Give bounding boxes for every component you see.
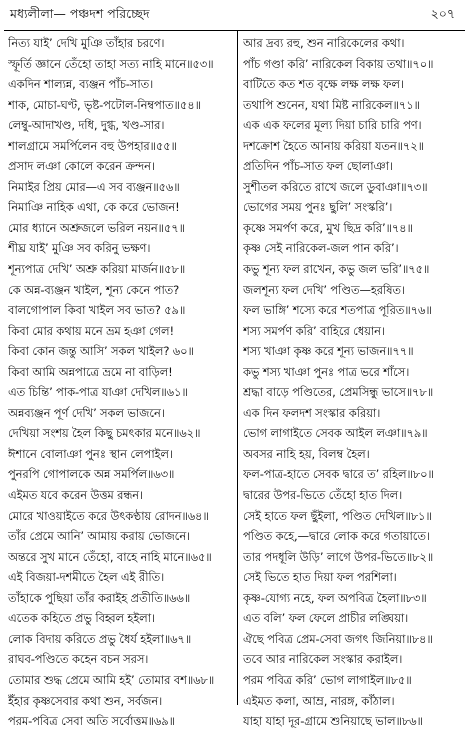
header-rule — [4, 30, 465, 31]
verse-line: এইমত কলা, আম্র, নারঙ্গ, কাঁঠাল। — [243, 693, 395, 708]
verse-line: শ্রদ্ধা বাড়ে পণ্ডিতের, প্রেমসিন্ধু ভাসে॥৭৮॥ — [243, 385, 434, 400]
verse-line: এত বলি’ ফল ফেলে প্রাচীর লঙ্ঘিয়া। — [243, 611, 409, 626]
verse-line: তথাপি শুনেন, যথা মিষ্ট নারিকেল॥৭১॥ — [243, 97, 420, 112]
verse-line: কভু শস্য খাঞা পুনঃ পাত্র ভরে শাঁসে। — [243, 364, 410, 379]
verse-line: শূন্যপাত্র দেখি’ অশ্রু করিয়া মার্জন॥৫৮॥ — [8, 262, 186, 277]
verse-line: আর দ্রব্য রহু, শুন নারিকেলের কথা। — [243, 36, 405, 50]
verse-line: সেই ভিতে হাত দিয়া ফল পরশিলা। — [243, 570, 397, 585]
verse-line: তার পদধূলি উড়ি’ লাগে উপর-ভিতে॥৮২॥ — [243, 549, 434, 564]
verse-line: কিবা কোন জন্তু আসি’ সকল খাইল? ৬০॥ — [8, 344, 194, 359]
verse-line: শস্য সমর্পণ করি’ বাহিরে ধেয়ান। — [243, 323, 385, 338]
left-column — [8, 33, 232, 732]
verse-line: শীঘ্র যাই’ মুঞি সব করিনু ভক্ষণ। — [8, 241, 151, 256]
verse-line: পরম-পবিত্র সেবা অতি সর্বোত্তম॥৬৯॥ — [8, 714, 175, 729]
verse-line: কে অন্ন-ব্যঞ্জন খাইল, শূন্য কেনে পাত? — [8, 282, 180, 297]
verse-line: স্ফূর্তি জ্ঞানে তেঁহো তাহা সত্য নাহি মানে॥৫৩॥ — [8, 56, 214, 71]
verse-line: কিবা মোর কথায় মনে ভ্রম হঞা গেল! — [8, 323, 174, 338]
verse-line: অবসর নাহি হয়, বিলম্ব হৈল। — [243, 446, 370, 461]
verse-line: একদিন শাল্যন্ন, ব্যঞ্জন পাঁচ-সাত। — [8, 77, 154, 92]
verse-line: পুনরপি গোপালকে অন্ন সমর্পিল॥৬৩॥ — [8, 467, 175, 482]
verse-line: লেম্বু-আদাখণ্ড, দধি, দুগ্ধ, খণ্ড-সার। — [8, 118, 165, 133]
verse-line: দেখিয়া সংশয় হৈল কিছু চমৎকার মনে॥৬২॥ — [8, 426, 201, 441]
column-divider — [237, 31, 238, 705]
verse-line: ঈশানে বোলাঞা পুনঃ স্থান লেপাইল। — [8, 446, 173, 461]
verse-line: এতেক কহিতে প্রভু বিহ্বল হইলা। — [8, 611, 155, 626]
page-header — [0, 0, 469, 28]
verse-line: কভু শূন্য ফল রাখেন, কভু জল ভরি’॥৭৫॥ — [243, 262, 430, 277]
verse-line: ঐছে পবিত্র প্রেম-সেবা জগৎ জিনিয়া॥৮৪॥ — [243, 631, 433, 646]
verse-line: পাঁচ গণ্ডা করি’ নারিকেল বিকায় তথা॥৭০॥ — [243, 56, 434, 71]
verse-line: বালগোপাল কিবা খাইল সব ভাত? ৫৯॥ — [8, 303, 186, 318]
verse-line: পণ্ডিত কহে,—দ্বারে লোক করে গতায়াতে। — [243, 529, 430, 544]
verse-line: কৃষ্ণ-যোগ্য নহে, ফল অপবিত্র হৈলা॥৮৩॥ — [243, 590, 427, 605]
verse-line: জলশূন্য ফল দেখি’ পণ্ডিত—হরষিত। — [243, 282, 405, 297]
verse-line: কৃষ্ণে সমর্পণ করে, মুখ ছিদ্র করি’॥৭৪॥ — [243, 220, 413, 235]
verse-line: ভোগের সময় পুনঃ ছুলি’ সংস্করি’। — [243, 200, 393, 215]
page-number: ২০৭ — [430, 6, 455, 21]
verse-line: এইমত যবে করেন উত্তম রন্ধন। — [8, 488, 143, 503]
verse-line: দ্বারের উপর-ভিতে তেঁহো হাত দিল। — [243, 488, 403, 503]
verse-line: তবে আর নারিকেল সংস্কার করাইল। — [243, 652, 403, 667]
verse-line: সুশীতল করিতে রাখে জলে ডুবাঞা॥৭৩॥ — [243, 179, 428, 194]
verse-line: বাটিতে কত শত বৃক্ষে লক্ষ লক্ষ ফল। — [243, 77, 404, 92]
verse-line: রাঘব-পণ্ডিতে কহেন বচন সরস। — [8, 652, 149, 667]
verse-line: দশক্রোশ হৈতে আনায় করিয়া যতন॥৭২॥ — [243, 138, 424, 153]
verse-line: এক এক ফলের মূল্য দিয়া চারি চারি পণ। — [243, 118, 422, 133]
verse-line: শাক, মোচা-ঘণ্ট, ভৃষ্ট-পটোল-নিম্বপাত॥৫৪॥ — [8, 97, 201, 112]
verse-line: মোরে খাওয়াইতে করে উৎকণ্ঠায় রোদন॥৬৪॥ — [8, 508, 209, 523]
verse-line: ইঁহার কৃষ্ণসেবার কথা শুন, সর্বজন। — [8, 693, 163, 708]
verse-line: ফল ভাঙ্গি’ শস্যে করে শতপাত্র পূরিত॥৭৬॥ — [243, 303, 432, 318]
verse-line: এই বিজয়া-দশমীতে হৈল এই রীতি। — [8, 570, 165, 585]
verse-line: নিত্য যাই’ দেখি মুঞি তাঁহার চরণে। — [8, 36, 165, 50]
running-head: মধ্যলীলা— পঞ্চদশ পরিচ্ছেদ — [10, 6, 150, 21]
verse-line: পরম পবিত্র করি’ ভোগ লাগাইল॥৮৫॥ — [243, 672, 412, 687]
verse-line: ফল-পাত্র-হাতে সেবক দ্বারে ত’ রহিল॥৮০॥ — [243, 467, 434, 482]
verse-line: ভোগ লাগাইতে সেবক আইল লঞা॥৭৯॥ — [243, 426, 428, 441]
verse-line: অন্নব্যঞ্জন পূর্ণ দেখি’ সকল ভাজনে। — [8, 405, 165, 420]
verse-line: এক দিন ফলদশ সংস্কার করিয়া। — [243, 405, 381, 420]
verse-line: তোমার শুদ্ধ প্রেমে আমি হই’ তোমার বশ॥৬৮॥ — [8, 672, 215, 687]
verse-line: সেই হাতে ফল ছুঁইলা, পণ্ডিত দেখিল॥৮১॥ — [243, 508, 432, 523]
verse-line: তাঁহাকে পুছিয়া তাঁর করাইহ প্রতীতি॥৬৬॥ — [8, 590, 191, 605]
right-column — [243, 33, 465, 732]
verse-line: তাঁর প্রেমে আনি’ আমায় করায় ভোজনে। — [8, 529, 190, 544]
verse-line: কিবা আমি অন্নপাত্রে ভ্রমে না বাড়িল! — [8, 364, 173, 379]
verse-line: নিমাইর প্রিয় মোর—এ সব ব্যঞ্জন॥৫৬॥ — [8, 179, 180, 194]
verse-line: যাহা যাহা দূর-গ্রামে শুনিয়াছে ভাল॥৮৬॥ — [243, 714, 423, 729]
verse-line: অন্তরে সুখ মানে তেঁহো, বাহে নাহি মানে॥৬৫॥ — [8, 549, 212, 564]
verse-line: নিমাঞি নাহিক এথা, কে করে ভোজন! — [8, 200, 180, 215]
verse-line: এত চিন্তি’ পাক-পাত্র যাঞা দেখিল॥৬১॥ — [8, 385, 188, 400]
verse-line: মোর ধ্যানে অশ্রুজলে ভরিল নয়ন॥৫৭॥ — [8, 220, 185, 235]
verse-line: শালগ্রামে সমর্পিলেন বহু উপহার॥৫৫॥ — [8, 138, 177, 153]
verse-line: প্রতিদিন পাঁচ-সাত ফল ছোলাঞা। — [243, 159, 393, 174]
verse-line: কৃষ্ণ সেই নারিকেল-জল পান করি’। — [243, 241, 399, 256]
verse-line: লোক বিদায় করিতে প্রভু ধৈর্য হইলা॥৬৭॥ — [8, 631, 192, 646]
verse-line: প্রসাদ লঞা কোলে করেন ক্রন্দন। — [8, 159, 155, 174]
verse-line: শস্য খাঞা কৃষ্ণ করে শূন্য ভাজন॥৭৭॥ — [243, 344, 414, 359]
